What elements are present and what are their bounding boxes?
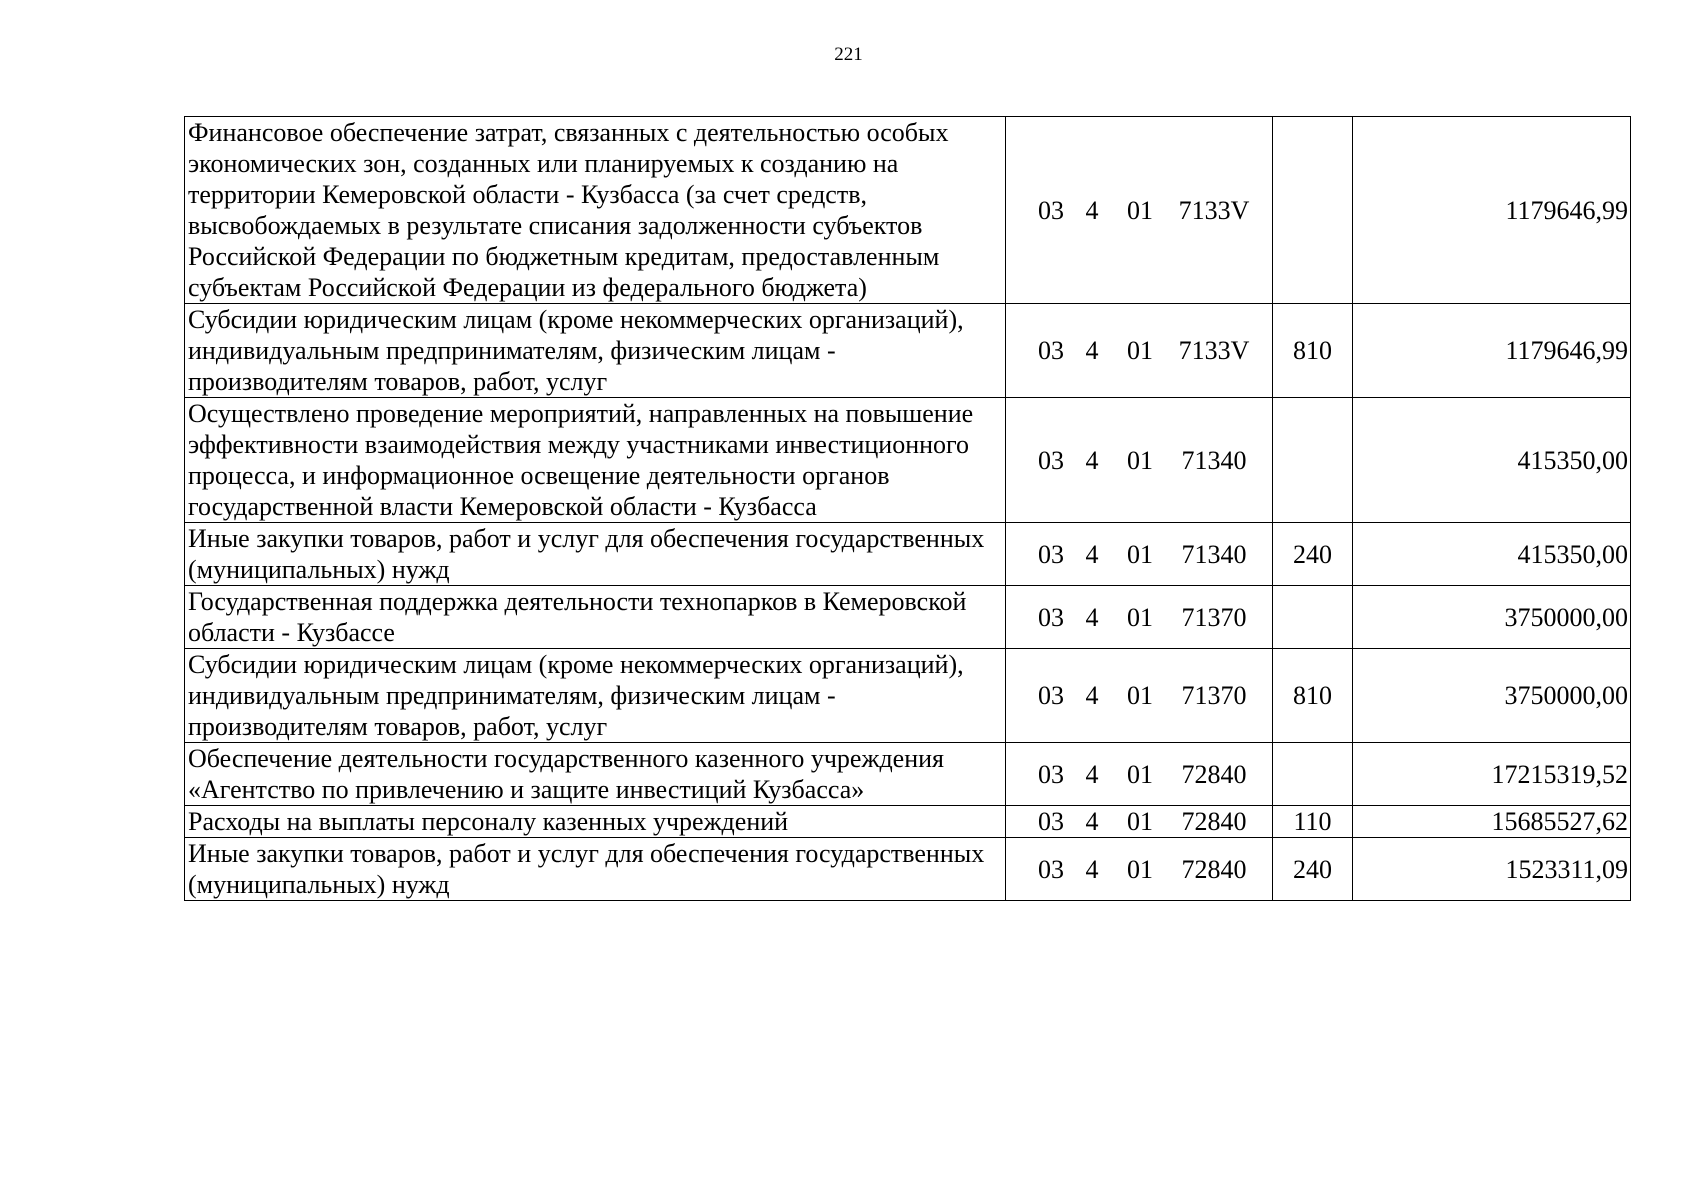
amount-value: 15685527,62 — [1491, 807, 1628, 836]
amount-value: 3750000,00 — [1504, 681, 1628, 710]
direction-code: 01 — [1127, 681, 1153, 710]
target-code-cell — [1006, 304, 1273, 398]
expense-type-cell — [1273, 806, 1353, 838]
table-row — [185, 838, 1631, 901]
amount-cell — [1353, 304, 1631, 398]
amount-cell — [1353, 117, 1631, 304]
expense-type-code: 240 — [1293, 854, 1332, 884]
amount-cell — [1353, 398, 1631, 523]
expense-type-code: 110 — [1293, 807, 1332, 836]
expense-name-cell — [185, 586, 1006, 649]
subprogram-code: 4 — [1085, 445, 1099, 475]
program-code: 03 — [1038, 602, 1064, 632]
subprogram-code: 4 — [1085, 681, 1099, 710]
target-code-cell — [1006, 743, 1273, 806]
expense-type-code: 810 — [1293, 336, 1332, 365]
program-code: 03 — [1038, 759, 1064, 789]
direction-code: 01 — [1127, 759, 1153, 789]
expense-direction-code: 71340 — [1181, 445, 1247, 475]
amount-value: 1523311,09 — [1505, 854, 1628, 884]
expense-name-cell — [185, 806, 1006, 838]
amount-cell — [1353, 523, 1631, 586]
amount-value: 1179646,99 — [1505, 336, 1628, 365]
table-body — [185, 117, 1631, 901]
expense-name: Иные закупки товаров, работ и услуг для обеспечения государственных (муниципальных) нужд — [188, 524, 985, 584]
direction-code: 01 — [1127, 807, 1153, 836]
amount-value: 415350,00 — [1517, 539, 1628, 569]
table-row — [185, 398, 1631, 523]
expense-type-cell — [1273, 586, 1353, 649]
direction-code: 01 — [1127, 445, 1153, 475]
expense-direction-code: 71370 — [1181, 602, 1247, 632]
expense-direction-code: 72840 — [1181, 854, 1247, 884]
expense-type-cell — [1273, 838, 1353, 901]
expense-name-cell — [185, 523, 1006, 586]
page-number: 221 — [834, 44, 863, 65]
expense-name-cell — [185, 117, 1006, 304]
expense-name-cell — [185, 649, 1006, 743]
program-code: 03 — [1038, 195, 1064, 225]
program-code: 03 — [1038, 681, 1064, 710]
amount-cell — [1353, 649, 1631, 743]
target-code-cell — [1006, 523, 1273, 586]
expense-direction-code: 72840 — [1181, 807, 1247, 836]
expense-name-cell — [185, 304, 1006, 398]
expense-name: Расходы на выплаты персоналу казенных учреждений — [188, 807, 789, 836]
subprogram-code: 4 — [1085, 539, 1099, 569]
direction-code: 01 — [1127, 195, 1153, 225]
target-code-cell — [1006, 398, 1273, 523]
subprogram-code: 4 — [1085, 195, 1099, 225]
table-row — [185, 649, 1631, 743]
expense-name: Государственная поддержка деятельности технопарков в Кемеровской области - Кузбассе — [188, 587, 967, 647]
expense-direction-code: 71340 — [1181, 539, 1247, 569]
table-row — [185, 117, 1631, 304]
expense-direction-code: 71370 — [1181, 681, 1247, 710]
target-code-cell — [1006, 649, 1273, 743]
program-code: 03 — [1038, 539, 1064, 569]
expense-type-cell — [1273, 398, 1353, 523]
expense-name: Субсидии юридическим лицам (кроме некоммерческих организаций), индивидуальным предпринимателям, физическим лицам - производителям товаров, работ, услуг — [188, 305, 964, 396]
subprogram-code: 4 — [1085, 854, 1099, 884]
subprogram-code: 4 — [1085, 759, 1099, 789]
direction-code: 01 — [1127, 336, 1153, 365]
table-row — [185, 743, 1631, 806]
amount-value: 17215319,52 — [1491, 759, 1628, 789]
program-code: 03 — [1038, 854, 1064, 884]
table-row — [185, 586, 1631, 649]
expense-name-cell — [185, 743, 1006, 806]
expense-type-cell — [1273, 304, 1353, 398]
amount-value: 415350,00 — [1517, 445, 1628, 475]
expense-direction-code: 7133V — [1178, 195, 1250, 225]
expense-type-code: 810 — [1293, 681, 1332, 710]
amount-cell — [1353, 806, 1631, 838]
expense-type-cell — [1273, 117, 1353, 304]
expense-name-cell — [185, 838, 1006, 901]
program-code: 03 — [1038, 445, 1064, 475]
subprogram-code: 4 — [1085, 336, 1099, 365]
direction-code: 01 — [1127, 539, 1153, 569]
amount-cell — [1353, 838, 1631, 901]
expense-name: Финансовое обеспечение затрат, связанных с деятельностью особых экономических зон, созданных или планируемых к созданию на территории Кемеровской области - Кузбасса (за счет средств, высвобождаемых в результате списания задолженности субъектов Российской Федерации по бюджетным кредитам, предоставленным субъектам Российской Федерации из федерального бюджета) — [188, 118, 949, 302]
subprogram-code: 4 — [1085, 807, 1099, 836]
subprogram-code: 4 — [1085, 602, 1099, 632]
budget-table — [184, 116, 1631, 901]
expense-type-code: 240 — [1293, 539, 1332, 569]
expense-name: Субсидии юридическим лицам (кроме некоммерческих организаций), индивидуальным предпринимателям, физическим лицам - производителям товаров, работ, услуг — [188, 650, 964, 741]
expense-name: Иные закупки товаров, работ и услуг для обеспечения государственных (муниципальных) нужд — [188, 839, 985, 899]
direction-code: 01 — [1127, 854, 1153, 884]
target-code-cell — [1006, 117, 1273, 304]
expense-type-cell — [1273, 743, 1353, 806]
amount-cell — [1353, 743, 1631, 806]
expense-type-cell — [1273, 649, 1353, 743]
table-row — [185, 523, 1631, 586]
amount-cell — [1353, 586, 1631, 649]
table-row — [185, 304, 1631, 398]
target-code-cell — [1006, 838, 1273, 901]
program-code: 03 — [1038, 336, 1064, 365]
direction-code: 01 — [1127, 602, 1153, 632]
expense-name: Осуществлено проведение мероприятий, направленных на повышение эффективности взаимодействия между участниками инвестиционного процесса, и информационное освещение деятельности органов государственной власти Кемеровской области - Кузбасса — [188, 399, 974, 521]
amount-value: 1179646,99 — [1505, 195, 1628, 225]
program-code: 03 — [1038, 807, 1064, 836]
expense-direction-code: 72840 — [1181, 759, 1247, 789]
table-row — [185, 806, 1631, 838]
target-code-cell — [1006, 806, 1273, 838]
expense-name: Обеспечение деятельности государственного казенного учреждения «Агентство по привлечению и защите инвестиций Кузбасса» — [188, 744, 944, 804]
target-code-cell — [1006, 586, 1273, 649]
expense-type-cell — [1273, 523, 1353, 586]
amount-value: 3750000,00 — [1504, 602, 1628, 632]
expense-direction-code: 7133V — [1178, 336, 1250, 365]
expense-name-cell — [185, 398, 1006, 523]
